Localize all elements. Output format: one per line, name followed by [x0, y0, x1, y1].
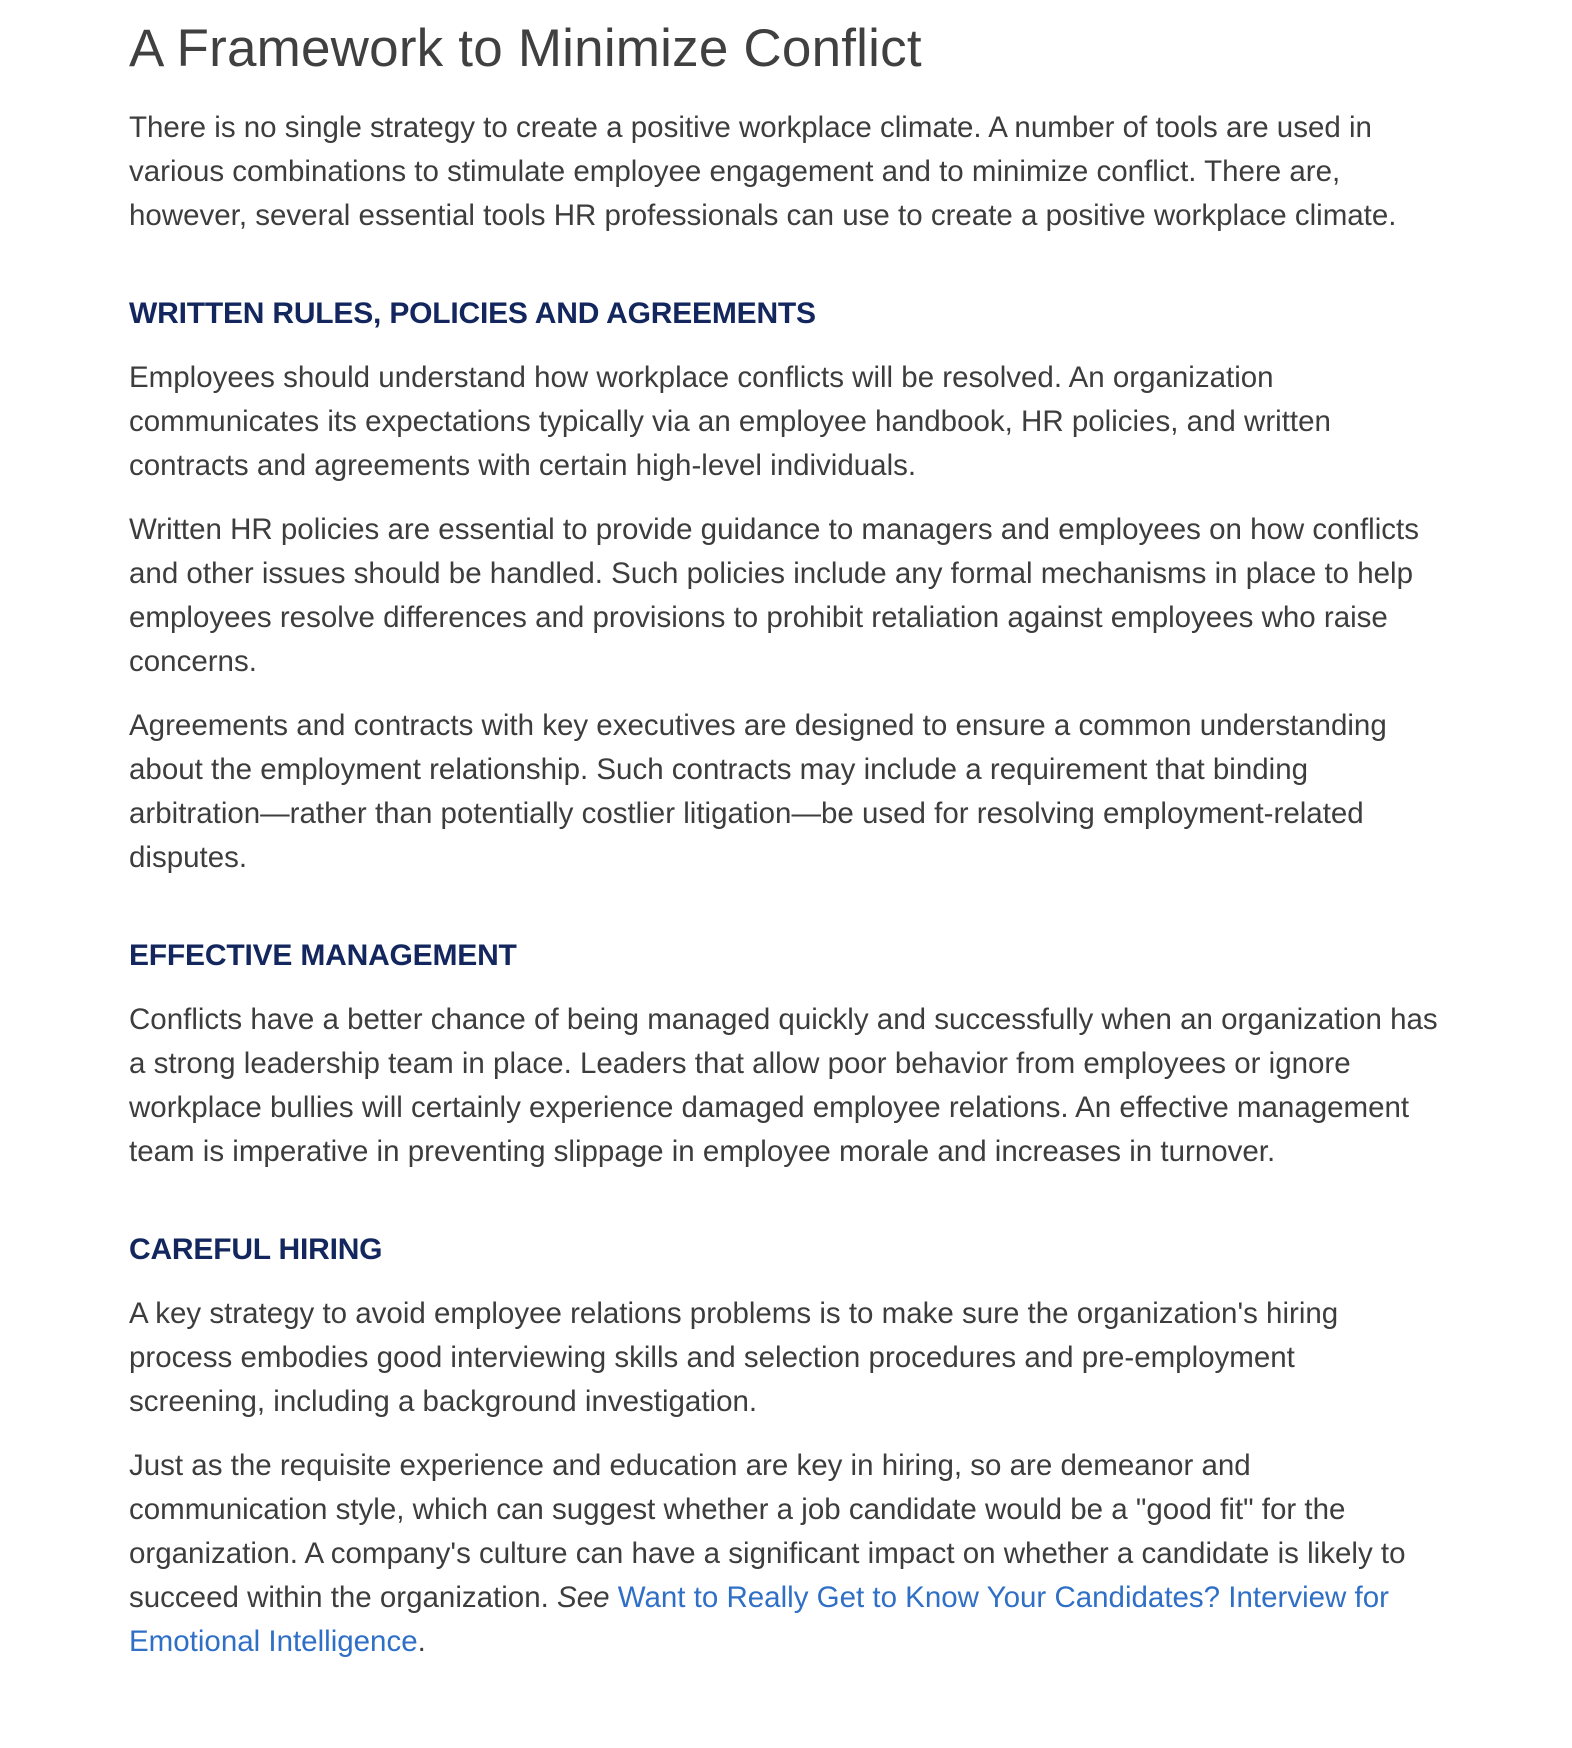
article [129, 0, 1439, 1664]
paragraph: Conflicts have a better chance of being managed quickly and successfully when an organization has a strong leadership team in place. Leaders that allow poor behavior from employees or ignore workplace bullies will certainly experience damaged employee relations. An effective management team is imperative in preventing slippage in employee morale and increases in turnover. [129, 1003, 1438, 1168]
section-heading-written-rules: WRITTEN RULES, POLICIES AND AGREEMENTS [129, 297, 816, 330]
trailing-period: . [417, 1625, 426, 1658]
emotional-intelligence-article-link[interactable]: Want to Really Get to Know Your Candidates? Interview for Emotional Intelligence [129, 1581, 1389, 1658]
intro-paragraph: There is no single strategy to create a positive workplace climate. A number of tools are used in various combinations to stimulate employee engagement and to minimize conflict. There are, however, several essential tools HR professionals can use to create a positive workplace climate. [129, 111, 1397, 232]
see-label: See [557, 1581, 610, 1614]
page-title: A Framework to Minimize Conflict [129, 19, 922, 78]
paragraph: Agreements and contracts with key executives are designed to ensure a common understanding about the employment relationship. Such contracts may include a requirement that binding arbitration—rather than potentially costlier litigation—be used for resolving employment-related disputes. [129, 709, 1387, 874]
section-heading-careful-hiring: CAREFUL HIRING [129, 1233, 383, 1266]
paragraph: A key strategy to avoid employee relations problems is to make sure the organization's hiring process embodies good interviewing skills and selection procedures and pre-employment screening, including a background investigation. [129, 1297, 1339, 1418]
paragraph: Employees should understand how workplace conflicts will be resolved. An organization communicates its expectations typically via an employee handbook, HR policies, and written contracts and agreements with certain high-level individuals. [129, 361, 1331, 482]
paragraph-with-link [129, 1444, 1439, 1664]
section-heading-effective-management: EFFECTIVE MANAGEMENT [129, 939, 517, 972]
paragraph-text: Just as the requisite experience and education are key in hiring, so are demeanor and communication style, which can suggest whether a job candidate would be a "good fit" for the organization. A company's culture can have a significant impact on whether a candidate is likely to succeed within the organization. [129, 1449, 1406, 1614]
paragraph: Written HR policies are essential to provide guidance to managers and employees on how conflicts and other issues should be handled. Such policies include any formal mechanisms in place to help employees resolve differences and provisions to prohibit retaliation against employees who raise concerns. [129, 513, 1419, 678]
